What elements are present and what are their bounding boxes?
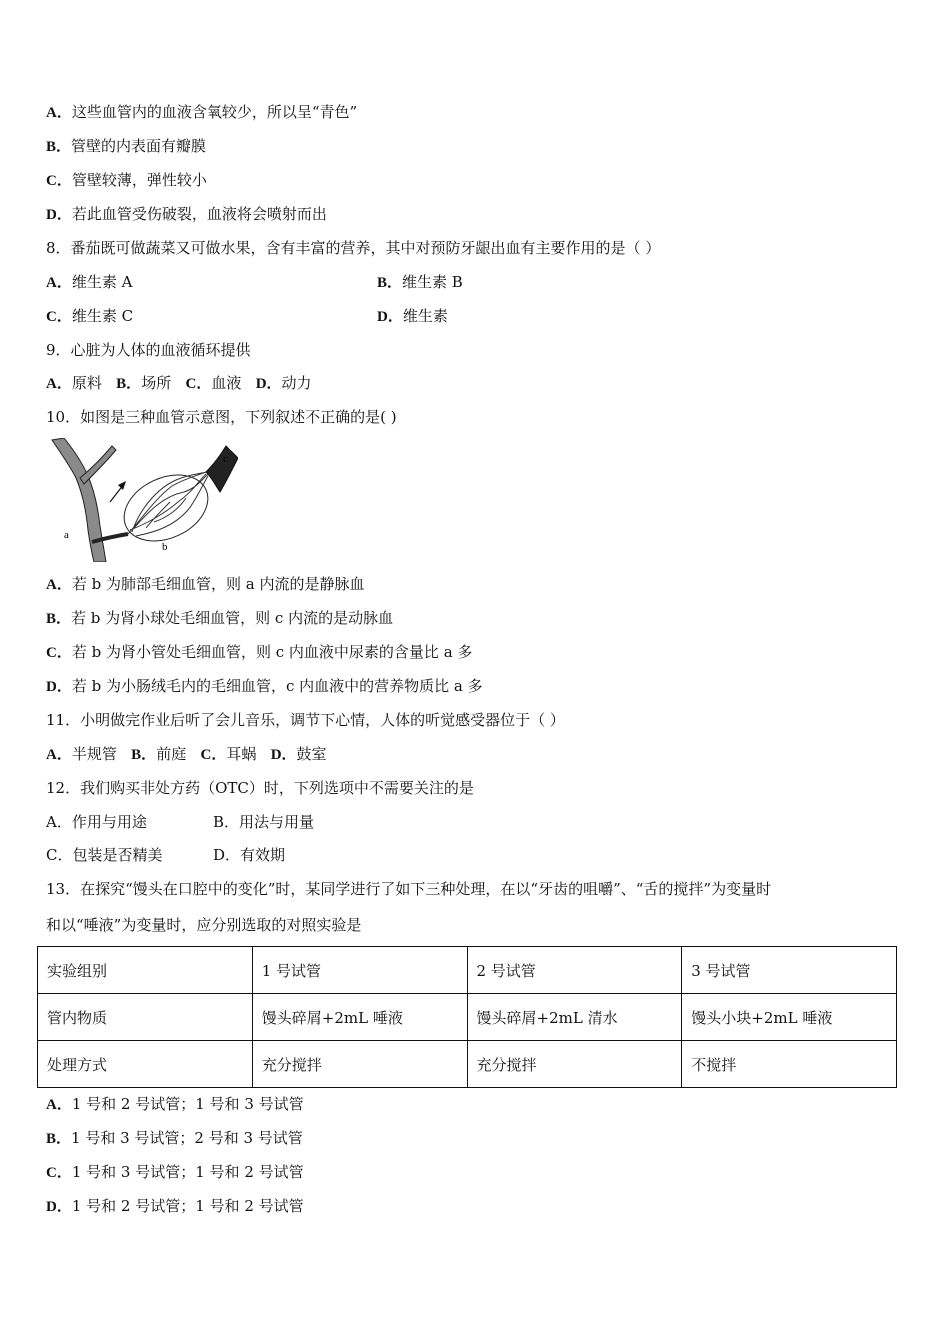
option-text: 有效期: [240, 846, 286, 864]
q13-option-b: [46, 1128, 303, 1149]
option-text: 血液: [211, 374, 242, 392]
option-text: 原料: [71, 374, 102, 392]
option-label: A．: [46, 747, 72, 763]
option-label: A．: [46, 105, 72, 121]
blood-vessel-figure: [46, 438, 238, 562]
q8-option-d: [377, 306, 448, 327]
option-text: 半规管: [71, 745, 117, 763]
option-text: 1 号和 2 号试管；1 号和 3 号试管: [71, 1095, 304, 1113]
option-label: C．: [46, 309, 72, 325]
option-text: 维生素 A: [71, 273, 133, 291]
option-label: A．: [46, 813, 72, 831]
vein-c-shape: [206, 446, 238, 492]
table-cell: 实验组别: [38, 947, 253, 994]
option-text: 若 b 为小肠绒毛内的毛细血管，c 内血液中的营养物质比 a 多: [71, 677, 483, 695]
option-text: 鼓室: [296, 745, 327, 763]
option-text: 动力: [281, 374, 312, 392]
option-label: D．: [270, 747, 297, 763]
q10-stem: 10．如图是三种血管示意图，下列叙述不正确的是( ): [46, 408, 397, 426]
option-text: 管壁较薄，弹性较小: [71, 171, 207, 189]
option-text: 维生素 C: [71, 307, 134, 325]
table-cell: 1 号试管: [252, 947, 467, 994]
artery-branch-shape: [80, 446, 116, 484]
q13-stem-line2: 和以“唾液”为变量时，应分别选取的对照实验是: [46, 916, 362, 934]
option-label: D．: [46, 1199, 72, 1215]
experiment-table: [37, 946, 897, 1088]
option-text: 若 b 为肾小管处毛细血管，则 c 内血液中尿素的含量比 a 多: [71, 643, 473, 661]
option-label: A．: [46, 577, 72, 593]
option-label: D．: [255, 376, 282, 392]
option-text: 这些血管内的血液含氧较少，所以呈“青色”: [71, 103, 358, 121]
option-label: B．: [377, 275, 403, 291]
q10-option-b: [46, 608, 393, 629]
q10-option-a: [46, 574, 364, 595]
q11-options: [46, 744, 327, 765]
table-row: [38, 994, 897, 1041]
capillary-network: [128, 472, 208, 536]
flow-arrow-head: [118, 481, 126, 490]
table-cell: 充分搅拌: [252, 1041, 467, 1088]
option-label: C．: [46, 1165, 72, 1181]
option-label: D．: [46, 679, 72, 695]
q12-option-c: [46, 845, 163, 865]
q7-option-d: [46, 204, 327, 225]
option-text: 若此血管受伤破裂，血液将会喷射而出: [71, 205, 327, 223]
option-label: A．: [46, 1097, 72, 1113]
option-label: D．: [377, 309, 403, 325]
table-cell: 馒头碎屑+2mL 唾液: [252, 994, 467, 1041]
q9-stem: 9．心脏为人体的血液循环提供: [46, 341, 251, 359]
q10-option-d: [46, 676, 483, 697]
option-label: A．: [46, 376, 72, 392]
option-text: 用法与用量: [239, 813, 315, 831]
q12-option-a: [46, 812, 147, 832]
q12-option-b: [213, 812, 314, 832]
q11-stem: 11．小明做完作业后听了会儿音乐，调节下心情，人体的听觉感受器位于（ ）: [46, 711, 565, 729]
label-a: a: [64, 529, 69, 541]
table-cell: 馒头小块+2mL 唾液: [682, 994, 897, 1041]
label-c: c: [223, 453, 228, 465]
q13-option-d: [46, 1196, 304, 1217]
option-label: B．: [46, 1131, 72, 1147]
option-label: C．: [46, 846, 73, 864]
table-cell: 充分搅拌: [467, 1041, 682, 1088]
option-label: C．: [46, 645, 72, 661]
q13-option-c: [46, 1162, 304, 1183]
option-text: 耳蜗: [226, 745, 257, 763]
option-label: B．: [131, 747, 157, 763]
q10-option-c: [46, 642, 472, 663]
q12-option-d: [213, 845, 285, 865]
option-text: 维生素 B: [402, 273, 463, 291]
option-label: C．: [46, 173, 72, 189]
q8-stem: 8．番茄既可做蔬菜又可做水果，含有丰富的营养，其中对预防牙龈出血有主要作用的是（ ）: [46, 239, 661, 257]
q7-option-b: [46, 136, 206, 157]
option-text: 场所: [141, 374, 172, 392]
table-cell: 3 号试管: [682, 947, 897, 994]
option-label: B．: [213, 813, 240, 831]
option-label: C．: [185, 376, 212, 392]
table-cell: 不搅拌: [682, 1041, 897, 1088]
table-row: [38, 1041, 897, 1088]
option-label: D．: [213, 846, 241, 864]
table-cell: 管内物质: [38, 994, 253, 1041]
option-label: B．: [116, 376, 142, 392]
q12-stem: 12．我们购买非处方药（OTC）时，下列选项中不需要关注的是: [46, 779, 474, 797]
option-text: 1 号和 3 号试管；2 号和 3 号试管: [71, 1129, 303, 1147]
q8-option-a: [46, 272, 132, 293]
option-label: A．: [46, 275, 72, 291]
option-text: 若 b 为肾小球处毛细血管，则 c 内流的是动脉血: [71, 609, 394, 627]
q9-options: [46, 373, 312, 394]
option-label: C．: [200, 747, 227, 763]
table-cell: 馒头碎屑+2mL 清水: [467, 994, 682, 1041]
option-text: 管壁的内表面有瓣膜: [71, 137, 207, 155]
q13-option-a: [46, 1094, 304, 1115]
table-row: [38, 947, 897, 994]
q7-option-a: [46, 102, 357, 123]
option-label: B．: [46, 611, 72, 627]
option-label: D．: [46, 207, 72, 223]
option-text: 1 号和 3 号试管；1 号和 2 号试管: [71, 1163, 304, 1181]
option-text: 若 b 为肺部毛细血管，则 a 内流的是静脉血: [71, 575, 365, 593]
option-text: 前庭: [156, 745, 187, 763]
option-label: B．: [46, 139, 72, 155]
option-text: 包装是否精美: [72, 846, 163, 864]
option-text: 维生素: [402, 307, 448, 325]
q8-option-b: [377, 272, 463, 293]
option-text: 1 号和 2 号试管；1 号和 2 号试管: [71, 1197, 304, 1215]
label-b: b: [162, 541, 168, 553]
q7-option-c: [46, 170, 207, 191]
q13-stem-line1: 13．在探究“馒头在口腔中的变化”时，某同学进行了如下三种处理，在以“牙齿的咀嚼”、“舌的搅拌”为变量时: [46, 880, 772, 898]
q8-option-c: [46, 306, 133, 327]
option-text: 作用与用途: [71, 813, 147, 831]
artery-a-shape: [52, 438, 106, 562]
table-cell: 2 号试管: [467, 947, 682, 994]
table-cell: 处理方式: [38, 1041, 253, 1088]
